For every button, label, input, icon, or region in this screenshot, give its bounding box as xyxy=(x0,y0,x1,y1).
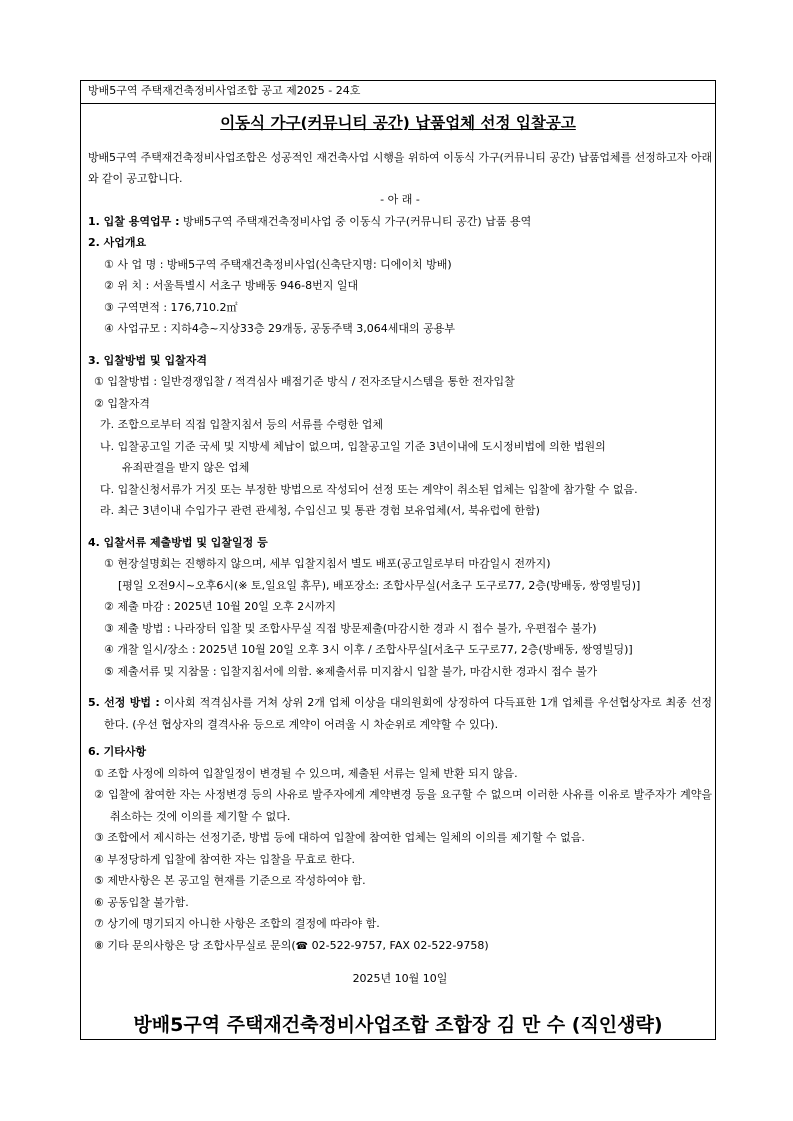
misc-item: ⑦ 상기에 명기되지 아니한 사항은 조합의 결정에 따라야 함. xyxy=(94,917,380,930)
misc-item: ⑤ 제반사항은 본 공고일 현재를 기준으로 작성하여야 함. xyxy=(94,874,366,887)
misc-item: ④ 부정당하게 입찰에 참여한 자는 입찰을 무효로 한다. xyxy=(94,852,355,866)
notice-body xyxy=(88,147,712,986)
misc-item: ② 입찰에 참여한 자는 사정변경 등의 사유로 발주자에게 계약변경 등을 요구할 수 없으며 이러한 사유를 이유로 발주자가 계약을 취소하는 것에 이의를 제기할 수 없다. xyxy=(94,788,712,823)
intro-paragraph: 방배5구역 주택재건축정비사업조합은 성공적인 재건축사업 시행을 위하여 이동식 가구(커뮤니티 공간) 납품업체를 선정하고자 아래와 같이 공고합니다. xyxy=(88,151,712,185)
section-5-text: 이사회 적격심사를 거쳐 상위 2개 업체 이상을 대의원회에 상정하여 다득표한 1개 업체를 우선협상자로 최종 선정한다. (우선 협상자의 결격사유 등으로 계약이 어려울 시 차순위로 계약할 수 있다). xyxy=(104,696,712,731)
bid-qualification: ② 입찰자격 xyxy=(94,396,150,410)
overview-item: ④ 사업규모 : 지하4층~지상33층 29개동, 공동주택 3,064세대의 공용부 xyxy=(104,322,456,335)
overview-item: ② 위 치 : 서울특별시 서초구 방배동 946-8번지 일대 xyxy=(104,279,359,292)
notice-number: 방배5구역 주택재건축정비사업조합 공고 제2025 - 24호 xyxy=(80,80,716,104)
misc-item: ① 조합 사정에 의하여 입찰일정이 변경될 수 있으며, 제출된 서류는 일체 반환 되지 않음. xyxy=(94,766,518,780)
section-1-text: 방배5구역 주택재건축정비사업 중 이동식 가구(커뮤니티 공간) 납품 용역 xyxy=(179,214,532,228)
schedule-item: ④ 개찰 일시/장소 : 2025년 10월 20일 오후 3시 이후 / 조합사무실[서초구 도구로77, 2층(방배동, 쌍영빌딩)] xyxy=(104,643,633,656)
page-title: 이동식 가구(커뮤니티 공간) 납품업체 선정 입찰공고 xyxy=(220,114,576,132)
section-2-heading: 2. 사업개요 xyxy=(88,236,147,249)
section-3-heading: 3. 입찰방법 및 입찰자격 xyxy=(88,353,207,367)
schedule-item: ① 현장설명회는 진행하지 않으며, 세부 입찰지침서 별도 배포(공고일로부터 마감일시 전까지) xyxy=(104,557,551,570)
schedule-item: ③ 제출 방법 : 나라장터 입찰 및 조합사무실 직접 방문제출(마감시한 경과 시 접수 불가, 우편접수 불가) xyxy=(104,621,597,635)
qualification-item: 가. 조합으로부터 직접 입찰지침서 등의 서류를 수령한 업체 xyxy=(100,418,383,431)
section-1-label: 1. 입찰 용역업무 : xyxy=(88,214,180,228)
section-4-heading: 4. 입찰서류 제출방법 및 입찰일정 등 xyxy=(88,535,268,549)
schedule-item: ⑤ 제출서류 및 지참물 : 입찰지침서에 의함. ※제출서류 미지참시 입찰 불가, 마감시한 경과시 접수 불가 xyxy=(104,664,598,678)
section-5 xyxy=(88,692,712,735)
contact-prefix: ⑧ 기타 문의사항은 당 조합사무실로 문의( xyxy=(94,938,296,952)
contact-suffix: 02-522-9757, FAX 02-522-9758) xyxy=(308,938,489,952)
schedule-item: ② 제출 마감 : 2025년 10월 20일 오후 2시까지 xyxy=(104,600,337,613)
phone-icon: ☎ xyxy=(295,940,309,952)
misc-item: ⑥ 공동입찰 불가함. xyxy=(94,895,189,909)
signature: 방배5구역 주택재건축정비사업조합 조합장 김 만 수 (직인생략) xyxy=(133,1014,663,1036)
misc-item: ③ 조합에서 제시하는 선정기준, 방법 등에 대하여 입찰에 참여한 업체는 일체의 이의를 제기할 수 없음. xyxy=(94,831,585,844)
schedule-item-cont: [평일 오전9시~오후6시(※ 토,일요일 휴무), 배포장소: 조합사무실(서초구 도구로77, 2층(방배동, 쌍영빌딩)] xyxy=(118,578,641,592)
below-marker: - 아 래 - xyxy=(380,193,420,206)
section-5-label: 5. 선정 방법 : xyxy=(88,696,160,709)
bid-method: ① 입찰방법 : 일반경쟁입찰 / 적격심사 배점기준 방식 / 전자조달시스템을 통한 전자입찰 xyxy=(94,375,515,388)
overview-item: ③ 구역면적 : 176,710.2㎡ xyxy=(104,300,238,314)
section-1 xyxy=(88,211,712,233)
section-6-heading: 6. 기타사항 xyxy=(88,745,147,758)
qualification-item: 다. 입찰신청서류가 거짓 또는 부정한 방법으로 작성되어 선정 또는 계약이 취소된 업체는 입찰에 참가할 수 없음. xyxy=(100,482,638,496)
qualification-item-cont: 유죄판결을 받지 않은 업체 xyxy=(122,461,250,474)
qualification-item: 라. 최근 3년이내 수입가구 관련 관세청, 수입신고 및 통관 경험 보유업체(서, 북유럽에 한함) xyxy=(100,504,540,517)
misc-contact xyxy=(88,935,712,957)
overview-item: ① 사 업 명 : 방배5구역 주택재건축정비사업(신축단지명: 디에이치 방배) xyxy=(104,257,452,271)
qualification-item: 나. 입찰공고일 기준 국세 및 지방세 체납이 없으며, 입찰공고일 기준 3년이내에 도시정비법에 의한 법원의 xyxy=(100,439,606,453)
notice-date: 2025년 10월 10일 xyxy=(352,972,448,985)
